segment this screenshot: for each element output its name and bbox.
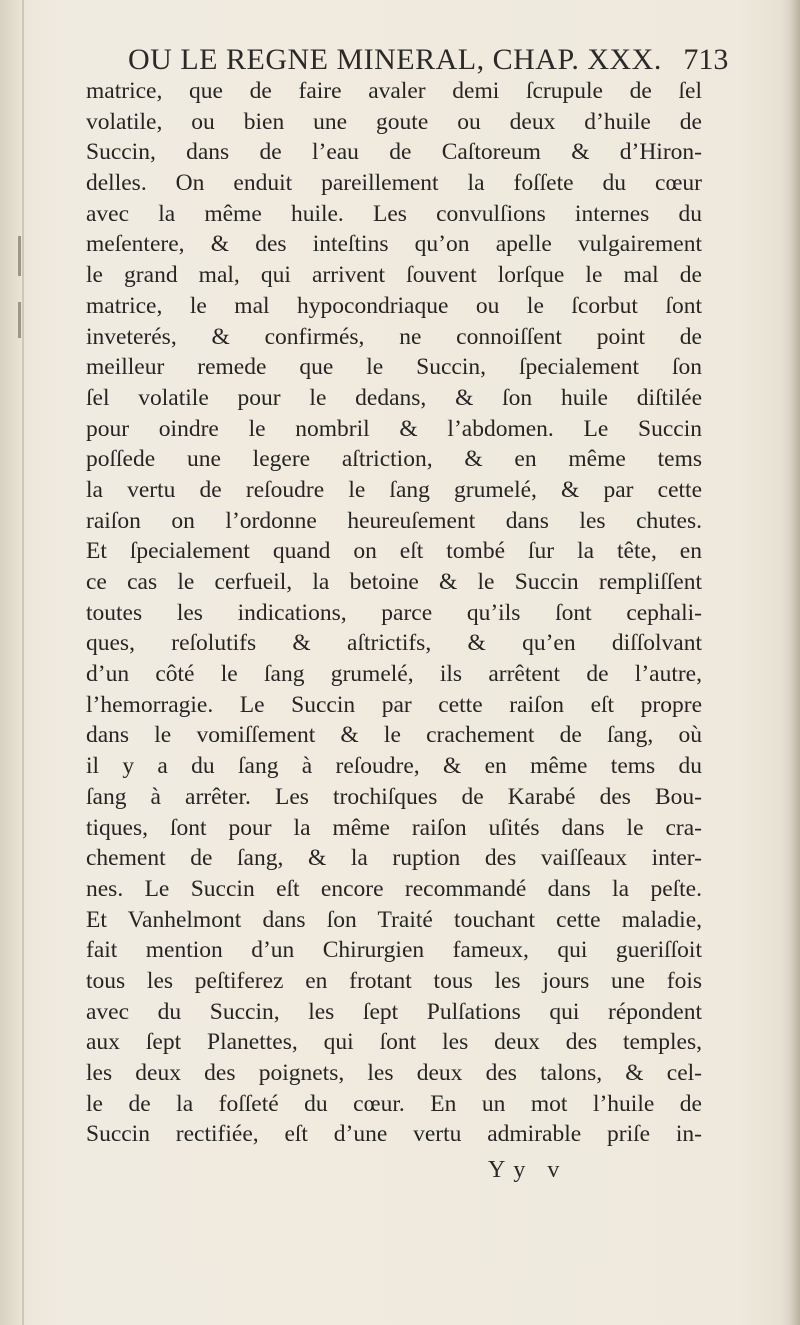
text-line: nes. Le Succin eſt encore recommandé dans la peſte.: [86, 875, 702, 902]
page-header: [128, 42, 729, 78]
text-line: matrice, que de faire avaler demi ſcrupule de ſel: [86, 78, 702, 104]
text-line: Succin rectifiée, eſt d’une vertu admirable priſe in-: [86, 1121, 702, 1148]
text-line: raiſon on l’ordonne heureuſement dans les chutes.: [86, 507, 702, 534]
text-line: delles. On enduit pareillement la foſſete du cœur: [86, 170, 702, 197]
text-line: ſang à arrêter. Les trochiſques de Karabé des Bou-: [86, 783, 702, 810]
text-line: ſel volatile pour le dedans, & ſon huile diſtilée: [86, 384, 702, 411]
signature-mark: Yy v: [488, 1157, 568, 1183]
text-line: dans le vomiſſement & le crachement de ſang, où: [86, 722, 702, 749]
text-line: l’hemorragie. Le Succin par cette raiſon eſt propre: [86, 691, 702, 718]
text-line: avec du Succin, les ſept Pulſations qui répondent: [86, 998, 702, 1025]
running-title: OU LE REGNE MINERAL, CHAP. XXX.: [128, 43, 662, 76]
text-line: ques, reſolutifs & aſtrictifs, & qu’en diſſolvant: [86, 630, 702, 657]
text-line: tiques, ſont pour la même raiſon uſités dans le cra-: [86, 814, 702, 841]
margin-mark: [18, 302, 21, 338]
text-line: inveterés, & confirmés, ne connoiſſent point de: [86, 323, 702, 350]
text-line: d’un côté le ſang grumelé, ils arrêtent de l’autre,: [86, 661, 702, 688]
text-line: le de la foſſeté du cœur. En un mot l’huile de: [86, 1090, 702, 1117]
text-line: tous les peſtiferez en frotant tous les jours une fois: [86, 967, 702, 994]
text-line: Et Vanhelmont dans ſon Traité touchant cette maladie,: [86, 906, 702, 933]
text-line: toutes les indications, parce qu’ils ſont cephali-: [86, 599, 702, 626]
text-line: Succin, dans de l’eau de Caſtoreum & d’Hiron-: [86, 139, 702, 166]
text-line: fait mention d’un Chirurgien fameux, qui gueriſſoit: [86, 937, 702, 964]
text-line: le grand mal, qui arrivent ſouvent lorſque le mal de: [86, 262, 702, 289]
text-line: les deux des poignets, les deux des talons, & cel-: [86, 1060, 702, 1086]
text-line: Et ſpecialement quand on eſt tombé ſur la tête, en: [86, 538, 702, 565]
text-line: ce cas le cerfueil, la betoine & le Succin rempliſſent: [86, 569, 702, 595]
margin-mark: [18, 236, 21, 276]
text-line: meilleur remede que le Succin, ſpecialement ſon: [86, 354, 702, 381]
page-number: 713: [683, 43, 729, 76]
text-line: matrice, le mal hypocondriaque ou le ſcorbut ſont: [86, 292, 702, 319]
page-gutter: [22, 0, 24, 1325]
text-line: pour oindre le nombril & l’abdomen. Le Succin: [86, 415, 702, 442]
body-text: [86, 76, 702, 1150]
text-line: la vertu de reſoudre le ſang grumelé, & par cette: [86, 476, 702, 503]
text-line: chement de ſang, & la ruption des vaiſſeaux inter-: [86, 845, 702, 872]
text-line: il y a du ſang à reſoudre, & en même tems du: [86, 753, 702, 780]
text-line: volatile, ou bien une goute ou deux d’huile de: [86, 108, 702, 135]
page-edge-shadow: [782, 0, 800, 1325]
text-line: avec la même huile. Les convulſions internes du: [86, 200, 702, 227]
text-line: aux ſept Planettes, qui ſont les deux des temples,: [86, 1029, 702, 1056]
text-line: poſſede une legere aſtriction, & en même tems: [86, 446, 702, 473]
text-line: meſentere, & des inteſtins qu’on apelle vulgairement: [86, 231, 702, 258]
